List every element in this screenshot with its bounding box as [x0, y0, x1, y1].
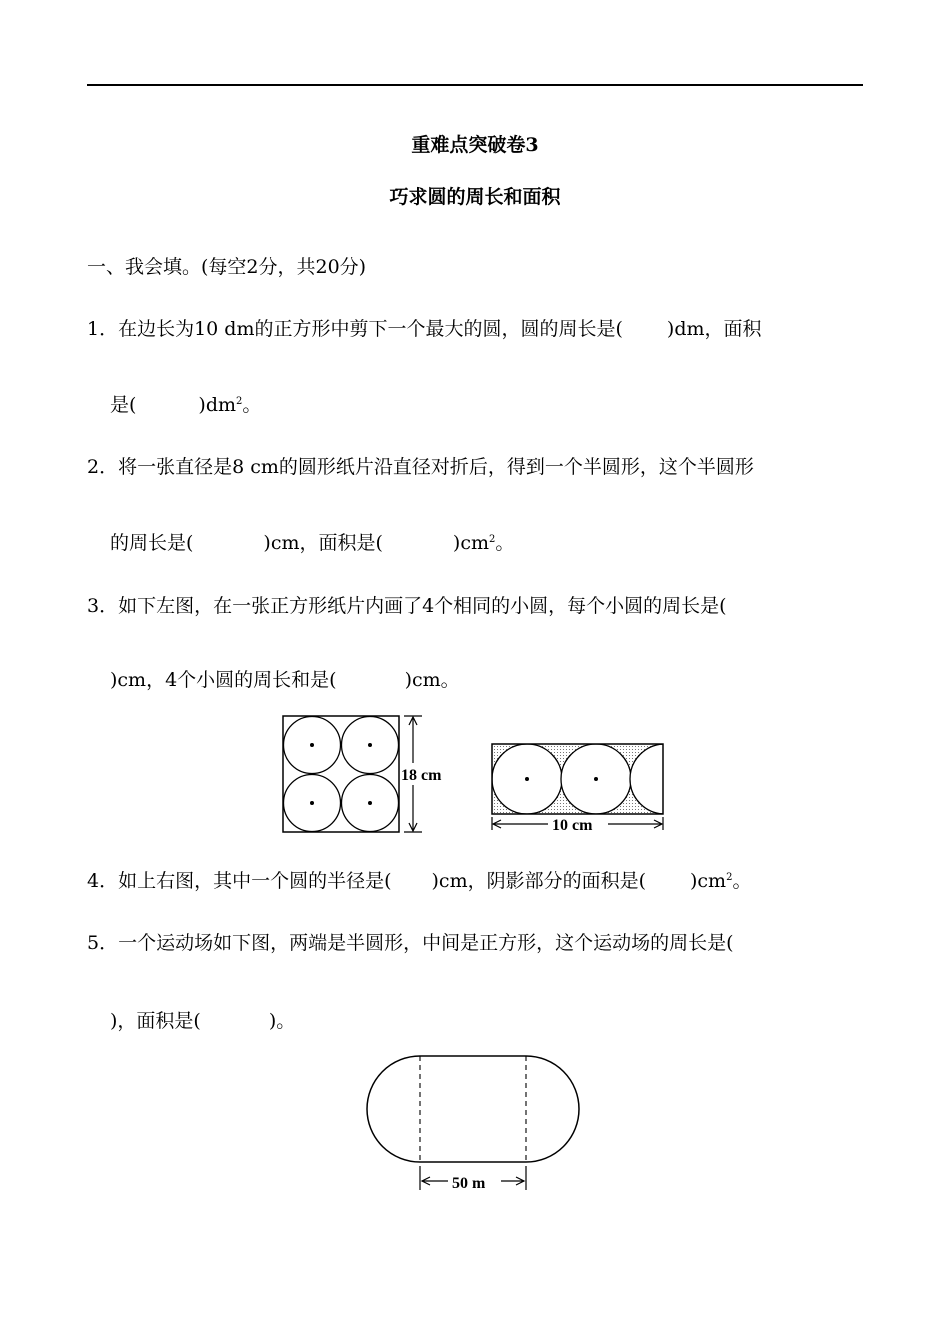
- question-number: 5．: [87, 932, 119, 954]
- dimension-label: 50 m: [452, 1175, 486, 1192]
- question-5-line-1: 5．一个运动场如下图，两端是半圆形，中间是正方形，这个运动场的周长是(: [87, 932, 734, 954]
- section-heading: 一、我会填。(每空2分，共20分): [87, 256, 367, 278]
- figure-rect-circles: [490, 742, 670, 842]
- circle-center-dot: [310, 743, 314, 747]
- page-title: 重难点突破卷3: [411, 134, 539, 156]
- question-3-line-1: 3．如下左图，在一张正方形纸片内画了4个相同的小圆，每个小圆的周长是(: [87, 595, 727, 617]
- question-5-line-2: )，面积是( )。: [110, 1010, 296, 1032]
- question-2-line-1: 2．将一张直径是8 cm的圆形纸片沿直径对折后，得到一个半圆形，这个半圆形: [87, 456, 754, 478]
- track-outline: [367, 1056, 579, 1162]
- circle-center-dot: [525, 777, 529, 781]
- question-number: 2．: [87, 456, 119, 478]
- half-circle: [630, 744, 700, 814]
- circle-center-dot: [594, 777, 598, 781]
- question-1-line-1: 1．在边长为10 dm的正方形中剪下一个最大的圆，圆的周长是( )dm，面积: [87, 318, 762, 340]
- figure-square-four-circles: [282, 713, 452, 835]
- question-2-line-2: 的周长是( )cm，面积是( )$cm^2$。: [110, 532, 515, 554]
- question-number: 4．: [87, 870, 119, 892]
- dimension-label: 18 cm: [401, 767, 442, 784]
- dimension-label: 10 cm: [552, 817, 593, 834]
- circle-center-dot: [368, 801, 372, 805]
- page-subtitle: 巧求圆的周长和面积: [389, 186, 561, 208]
- circle-center-dot: [310, 801, 314, 805]
- top-rule: [87, 84, 863, 86]
- square-outline: [283, 716, 399, 832]
- question-number: 1．: [87, 318, 119, 340]
- circle-center-dot: [368, 743, 372, 747]
- figure-track: [360, 1050, 590, 1200]
- question-3-line-2: )cm，4个小圆的周长和是( )cm。: [110, 669, 460, 691]
- question-4-line-1: 4．如上右图，其中一个圆的半径是( )cm，阴影部分的面积是( )$cm^2$。: [87, 870, 752, 892]
- question-1-line-2: 是( )$dm^2$。: [110, 394, 262, 416]
- question-number: 3．: [87, 595, 119, 617]
